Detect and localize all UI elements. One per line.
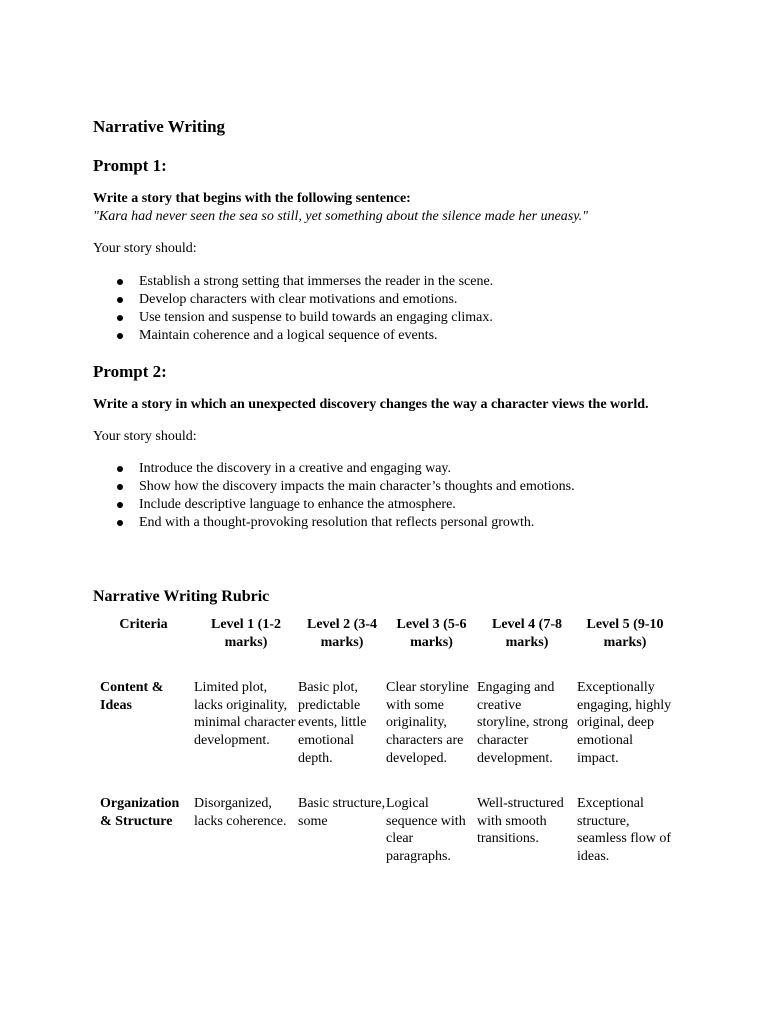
prompt-1-instruction: Write a story that begins with the following sentence: xyxy=(93,191,411,206)
rubric-cell: Logical sequence with clear paragraphs. xyxy=(386,796,466,864)
bullet-icon xyxy=(117,279,123,285)
rubric-criteria-cell: Organization & Structure xyxy=(100,796,180,829)
rubric-header-level-3: Level 3 (5-6 marks) xyxy=(396,617,467,650)
bullet-icon xyxy=(117,315,123,321)
prompt-1-bullet-list xyxy=(93,273,493,345)
rubric-cell: Well-structured with smooth transitions. xyxy=(477,796,564,847)
rubric-criteria-cell: Content & Ideas xyxy=(100,680,164,713)
rubric-cell: Basic plot, predictable events, little emotional depth. xyxy=(298,680,367,766)
rubric-table xyxy=(93,616,673,894)
list-item: Use tension and suspense to build towards an engaging climax. xyxy=(93,309,493,327)
rubric-header-level-4: Level 4 (7-8 marks) xyxy=(492,617,562,650)
prompt-1-should: Your story should: xyxy=(93,241,197,256)
rubric-header-level-1: Level 1 (1-2 marks) xyxy=(211,617,281,650)
bullet-icon xyxy=(117,297,123,303)
prompt-2-instruction: Write a story in which an unexpected discovery changes the way a character views the world. xyxy=(93,397,649,412)
bullet-icon xyxy=(117,466,123,472)
prompt-2-should: Your story should: xyxy=(93,429,197,444)
prompt-1-heading: Prompt 1: xyxy=(93,156,167,175)
list-item: Include descriptive language to enhance the atmosphere. xyxy=(93,496,575,514)
table-row xyxy=(93,679,673,795)
rubric-cell: Exceptional structure, seamless flow of ideas. xyxy=(577,796,672,864)
list-item: Develop characters with clear motivations and emotions. xyxy=(93,291,493,309)
table-row xyxy=(93,795,673,893)
list-item: End with a thought-provoking resolution that reflects personal growth. xyxy=(93,514,575,532)
list-item: Introduce the discovery in a creative and engaging way. xyxy=(93,460,575,478)
prompt-2-bullet-list xyxy=(93,460,575,532)
bullet-icon xyxy=(117,484,123,490)
document-title: Narrative Writing xyxy=(93,117,226,136)
list-item: Maintain coherence and a logical sequence of events. xyxy=(93,327,493,345)
bullet-icon xyxy=(117,502,123,508)
rubric-header-level-5: Level 5 (9-10 marks) xyxy=(586,617,664,650)
rubric-cell: Limited plot, lacks originality, minimal character development. xyxy=(194,680,296,748)
rubric-cell: Engaging and creative storyline, strong character development. xyxy=(477,680,568,766)
rubric-cell: Exceptionally engaging, highly original, deep emotional impact. xyxy=(577,680,672,766)
bullet-icon xyxy=(117,333,123,339)
rubric-header-criteria: Criteria xyxy=(119,617,168,632)
list-item: Establish a strong setting that immerses the reader in the scene. xyxy=(93,273,493,291)
list-item: Show how the discovery impacts the main character’s thoughts and emotions. xyxy=(93,478,575,496)
rubric-cell: Basic structure, some xyxy=(298,796,386,829)
rubric-cell: Clear storyline with some originality, characters are developed. xyxy=(386,680,469,766)
prompt-1-quote: "Kara had never seen the sea so still, yet something about the silence made her uneasy." xyxy=(93,209,589,224)
prompt-2-heading: Prompt 2: xyxy=(93,362,167,381)
rubric-header-row xyxy=(93,616,673,679)
rubric-header-level-2: Level 2 (3-4 marks) xyxy=(307,617,377,650)
rubric-cell: Disorganized, lacks coherence. xyxy=(194,796,287,829)
bullet-icon xyxy=(117,520,123,526)
rubric-title: Narrative Writing Rubric xyxy=(93,588,270,605)
